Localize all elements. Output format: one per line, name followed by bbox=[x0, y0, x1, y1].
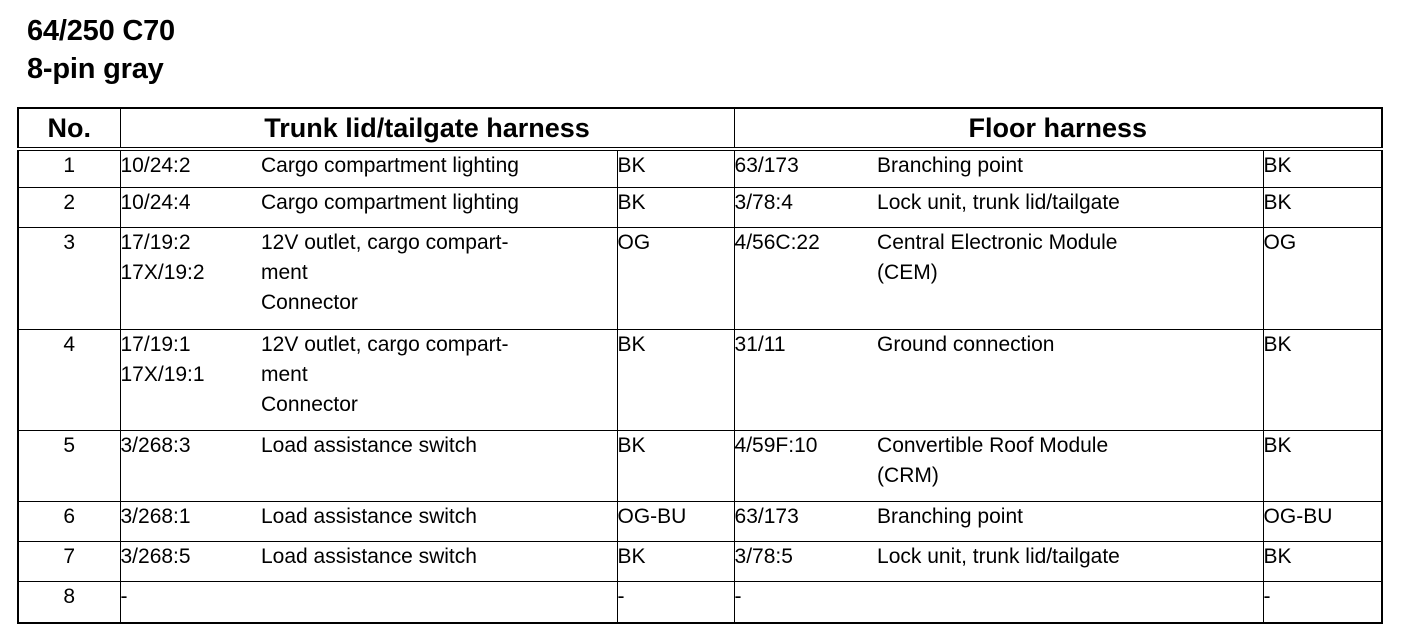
right-component-description bbox=[877, 431, 1263, 502]
table-row bbox=[18, 542, 1382, 582]
component-code: 3/268:1 bbox=[120, 505, 191, 528]
right-component-code bbox=[734, 330, 877, 431]
left-component-code bbox=[120, 149, 261, 188]
pin-number: 6 bbox=[18, 502, 120, 542]
pin-number: 5 bbox=[18, 431, 120, 502]
pin-number: 3 bbox=[18, 228, 120, 330]
left-component-description bbox=[261, 228, 617, 330]
header-floor-harness: Floor harness bbox=[734, 108, 1382, 149]
right-component-code bbox=[734, 188, 877, 228]
right-wire-color: BK bbox=[1263, 431, 1382, 502]
component-description: (CRM) bbox=[877, 464, 939, 487]
left-component-code bbox=[120, 431, 261, 502]
table-row bbox=[18, 330, 1382, 431]
component-description: ment bbox=[261, 261, 308, 284]
pin-number: 1 bbox=[18, 149, 120, 188]
component-code: 17/19:2 bbox=[120, 231, 191, 254]
left-component-description bbox=[261, 502, 617, 542]
table-row bbox=[18, 149, 1382, 188]
component-code: 10/24:4 bbox=[120, 191, 191, 214]
right-component-description bbox=[877, 228, 1263, 330]
component-code: 17/19:1 bbox=[120, 333, 191, 356]
left-component-description bbox=[261, 582, 617, 624]
left-wire-color: BK bbox=[617, 188, 734, 228]
right-component-description bbox=[877, 502, 1263, 542]
component-description: Load assistance switch bbox=[261, 505, 477, 528]
left-wire-color: OG bbox=[617, 228, 734, 330]
left-component-code bbox=[120, 330, 261, 431]
left-component-description bbox=[261, 330, 617, 431]
table-row bbox=[18, 582, 1382, 624]
right-wire-color: BK bbox=[1263, 149, 1382, 188]
component-code: 3/78:4 bbox=[734, 191, 793, 214]
component-description: Connector bbox=[261, 393, 358, 416]
header-row bbox=[18, 108, 1382, 149]
right-component-description bbox=[877, 330, 1263, 431]
component-description: Lock unit, trunk lid/tailgate bbox=[877, 191, 1120, 214]
right-component-description bbox=[877, 188, 1263, 228]
component-code: - bbox=[120, 585, 128, 608]
component-description: Branching point bbox=[877, 505, 1023, 528]
right-component-code bbox=[734, 502, 877, 542]
right-component-description bbox=[877, 582, 1263, 624]
pin-number: 8 bbox=[18, 582, 120, 624]
header-trunk-lid-harness: Trunk lid/tailgate harness bbox=[120, 108, 734, 149]
pin-number: 7 bbox=[18, 542, 120, 582]
left-wire-color: - bbox=[617, 582, 734, 624]
component-description: Lock unit, trunk lid/tailgate bbox=[877, 545, 1120, 568]
component-description: Cargo compartment lighting bbox=[261, 154, 519, 177]
component-description: 12V outlet, cargo compart- bbox=[261, 231, 509, 254]
connector-id: 64/250 C70 bbox=[27, 15, 175, 47]
pinout-table bbox=[17, 107, 1383, 624]
right-wire-color: BK bbox=[1263, 330, 1382, 431]
component-code: 17X/19:1 bbox=[120, 363, 205, 386]
component-description: Connector bbox=[261, 291, 358, 314]
left-component-code bbox=[120, 542, 261, 582]
right-wire-color: BK bbox=[1263, 542, 1382, 582]
component-code: 63/173 bbox=[734, 505, 799, 528]
component-description: Branching point bbox=[877, 154, 1023, 177]
right-wire-color: OG bbox=[1263, 228, 1382, 330]
component-code: 31/11 bbox=[734, 333, 786, 356]
header-no: No. bbox=[18, 108, 120, 149]
pin-number: 2 bbox=[18, 188, 120, 228]
left-wire-color: OG-BU bbox=[617, 502, 734, 542]
left-component-code bbox=[120, 502, 261, 542]
left-component-description bbox=[261, 188, 617, 228]
component-description: Load assistance switch bbox=[261, 545, 477, 568]
left-component-code bbox=[120, 582, 261, 624]
left-wire-color: BK bbox=[617, 149, 734, 188]
left-wire-color: BK bbox=[617, 330, 734, 431]
left-component-code bbox=[120, 228, 261, 330]
component-code: 4/56C:22 bbox=[734, 231, 820, 254]
component-code: 3/78:5 bbox=[734, 545, 793, 568]
right-component-code bbox=[734, 149, 877, 188]
component-code: 63/173 bbox=[734, 154, 799, 177]
left-component-code bbox=[120, 188, 261, 228]
component-code: 3/268:5 bbox=[120, 545, 191, 568]
component-code: - bbox=[734, 585, 742, 608]
right-component-description bbox=[877, 542, 1263, 582]
right-component-code bbox=[734, 582, 877, 624]
right-component-code bbox=[734, 542, 877, 582]
component-description: Cargo compartment lighting bbox=[261, 191, 519, 214]
component-code: 17X/19:2 bbox=[120, 261, 205, 284]
right-component-code bbox=[734, 228, 877, 330]
component-description: Load assistance switch bbox=[261, 434, 477, 457]
component-description: Convertible Roof Module bbox=[877, 434, 1109, 457]
left-component-description bbox=[261, 542, 617, 582]
right-component-description bbox=[877, 149, 1263, 188]
left-wire-color: BK bbox=[617, 542, 734, 582]
table-row bbox=[18, 188, 1382, 228]
table-row bbox=[18, 502, 1382, 542]
component-description: ment bbox=[261, 363, 308, 386]
component-description: Ground connection bbox=[877, 333, 1055, 356]
right-wire-color: OG-BU bbox=[1263, 502, 1382, 542]
pinout-body bbox=[18, 149, 1382, 623]
table-row bbox=[18, 228, 1382, 330]
right-wire-color: BK bbox=[1263, 188, 1382, 228]
component-code: 3/268:3 bbox=[120, 434, 191, 457]
left-component-description bbox=[261, 149, 617, 188]
left-component-description bbox=[261, 431, 617, 502]
component-description: 12V outlet, cargo compart- bbox=[261, 333, 509, 356]
component-description: Central Electronic Module bbox=[877, 231, 1118, 254]
component-description: (CEM) bbox=[877, 261, 938, 284]
component-code: 4/59F:10 bbox=[734, 434, 818, 457]
right-wire-color: - bbox=[1263, 582, 1382, 624]
component-code: 10/24:2 bbox=[120, 154, 191, 177]
right-component-code bbox=[734, 431, 877, 502]
table-row bbox=[18, 431, 1382, 502]
document-title bbox=[27, 12, 175, 88]
left-wire-color: BK bbox=[617, 431, 734, 502]
connector-type: 8-pin gray bbox=[27, 53, 164, 85]
pin-number: 4 bbox=[18, 330, 120, 431]
